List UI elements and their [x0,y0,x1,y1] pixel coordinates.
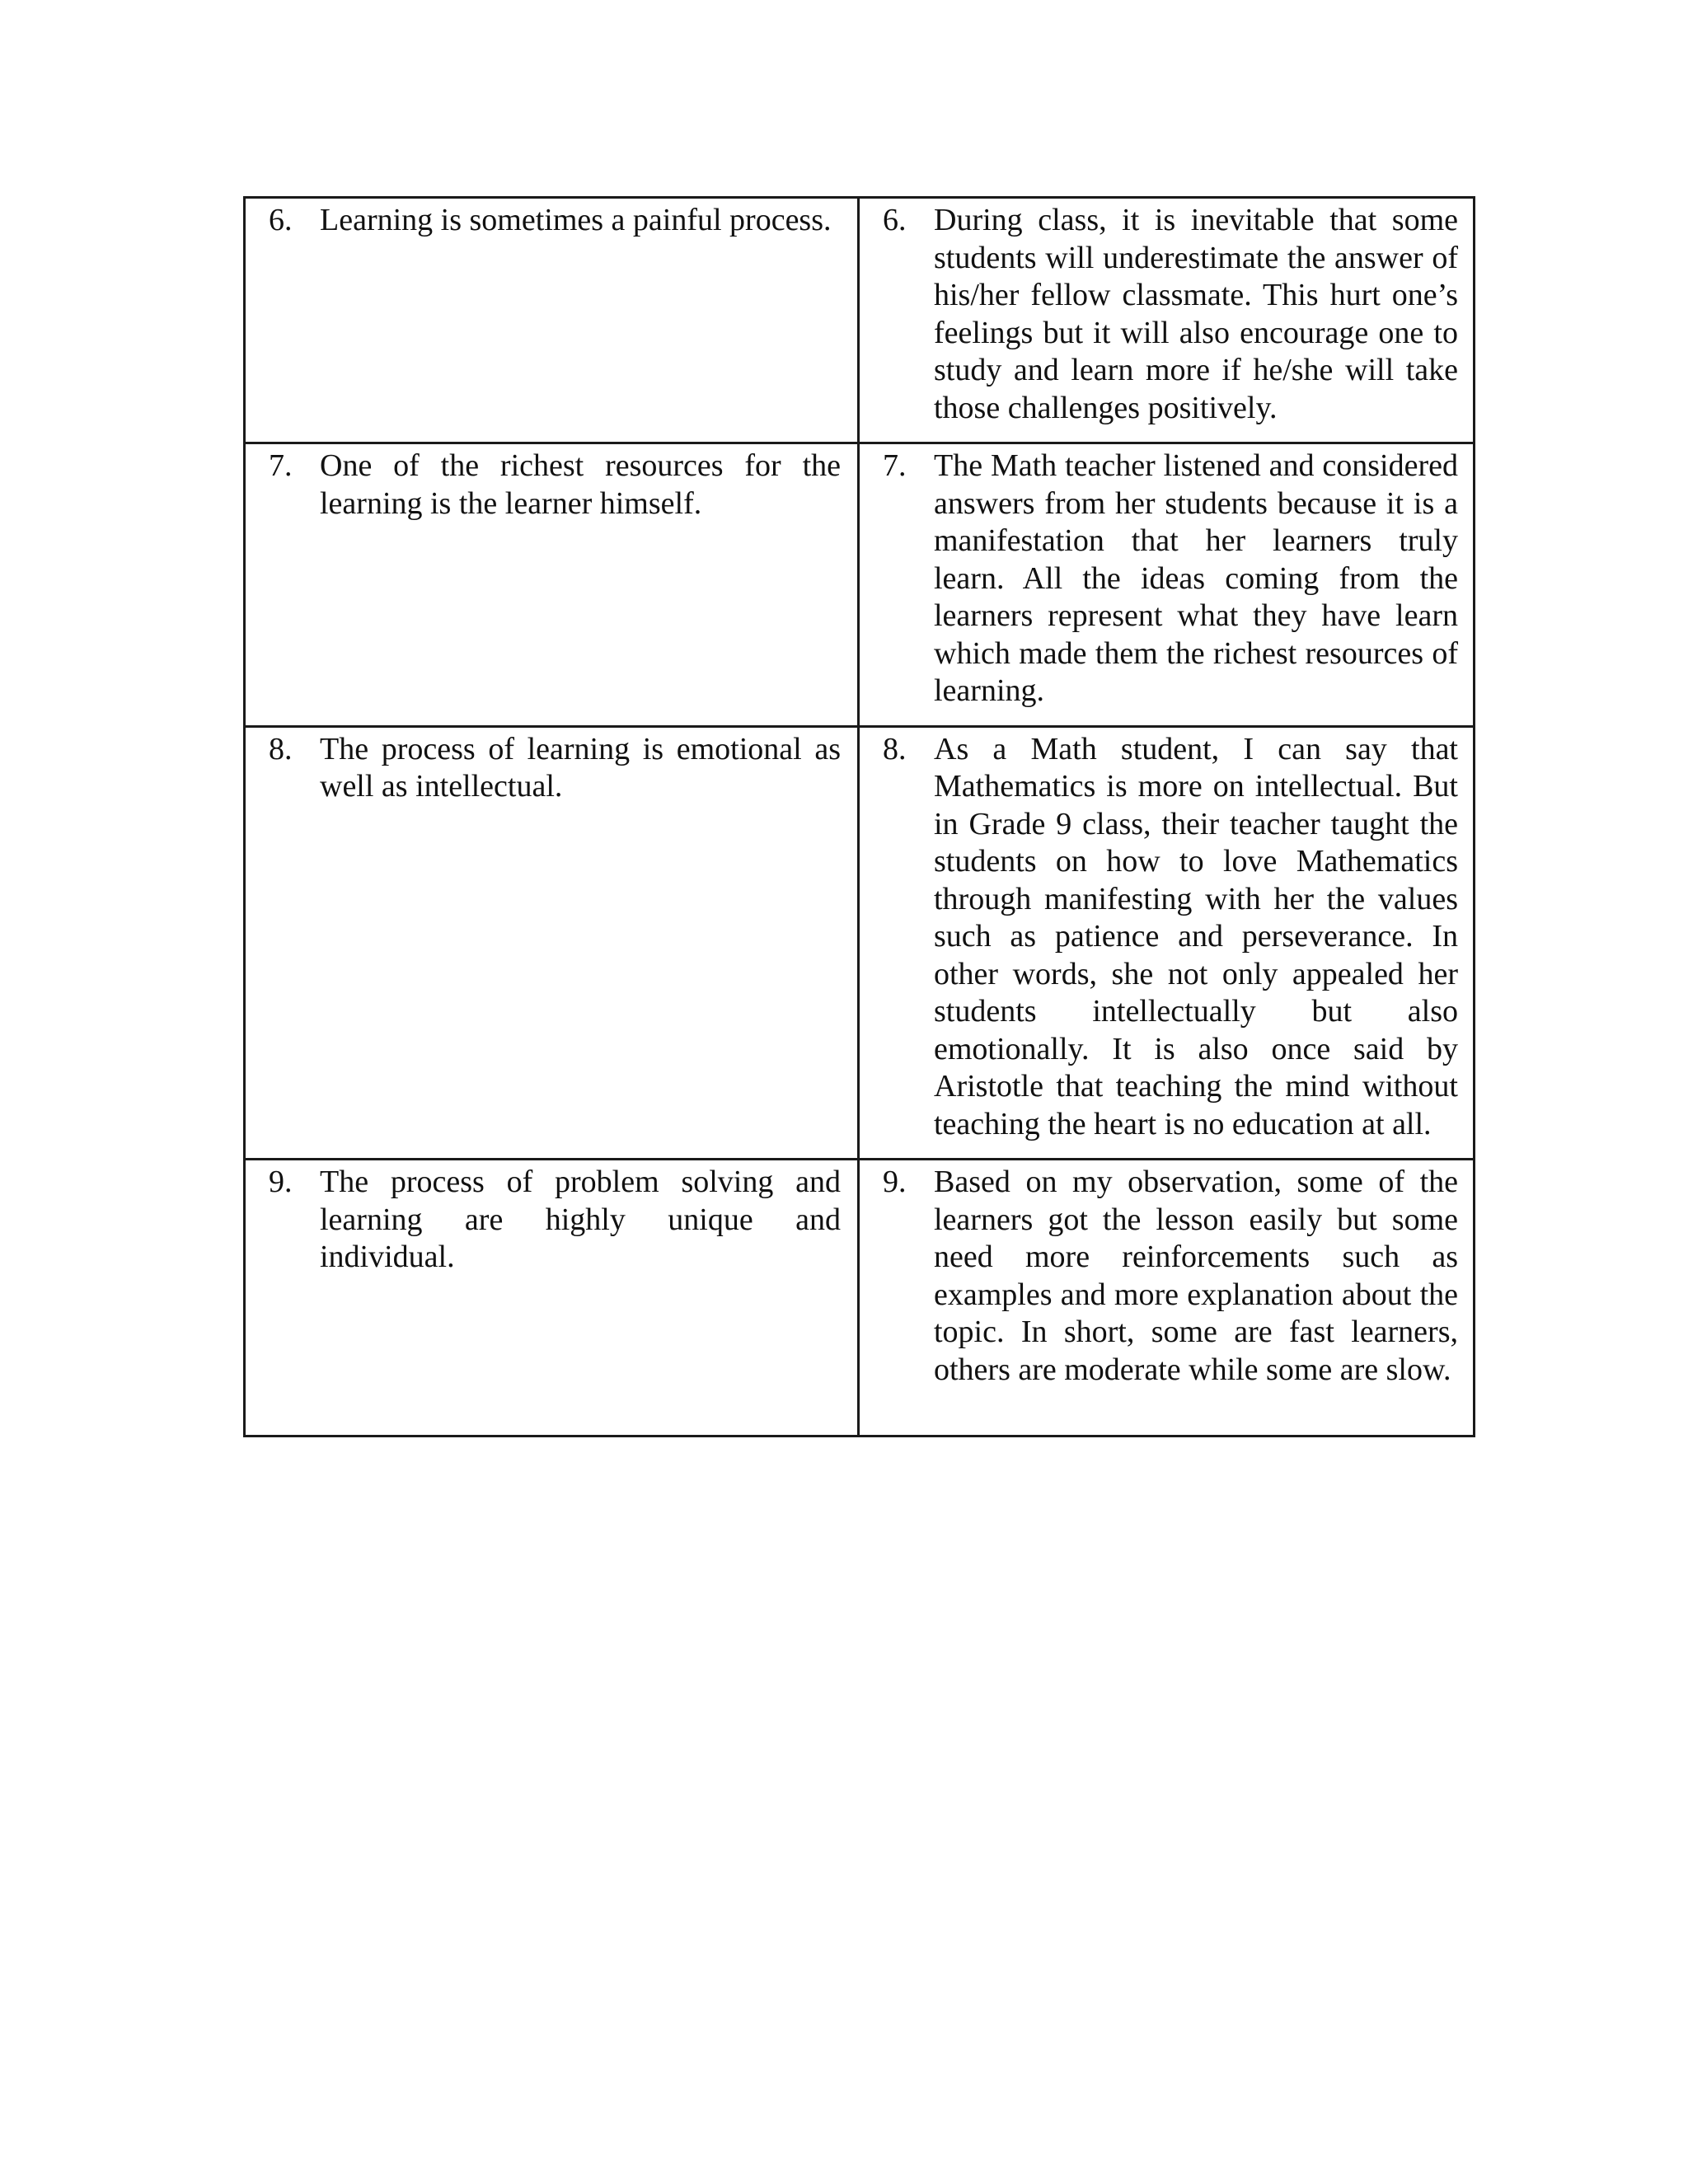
principle-text: One of the richest resources for the learning is the learner himself. [320,448,841,521]
principle-text: The process of learning is emotional as well as intellectual. [320,731,841,804]
principle-cell [245,198,859,443]
principle-cell [245,1160,859,1436]
example-text: As a Math student, I can say that Mathematics is more on intellectual. But in Grade 9 class, their teacher taught the students on how to love Mathematics through manifesting with her the values such as patience and perseverance. In other words, she not only appealed her students intellectually but also emotionally. It is also once said by Aristotle that teaching the mind without teaching the heart is no education at all. [934,731,1458,1141]
table-row [245,1160,1475,1436]
example-cell [859,443,1475,727]
example-text: The Math teacher listened and considered answers from her students because it is a manifestation that her learners truly learn. All the ideas coming from the learners represent what they have learn which made them the richest resources of learning. [934,448,1458,708]
principle-number: 6. [269,203,293,237]
principle-cell [245,726,859,1160]
table-row [245,726,1475,1160]
example-cell [859,198,1475,443]
example-number: 9. [883,1165,907,1199]
principle-number: 9. [269,1165,293,1199]
principle-text: Learning is sometimes a painful process. [320,203,832,237]
principle-text: The process of problem solving and learning are highly unique and individual. [320,1165,841,1274]
example-cell [859,726,1475,1160]
principle-number: 7. [269,448,293,483]
principle-number: 8. [269,731,293,766]
example-number: 6. [883,203,907,237]
example-text: During class, it is inevitable that some students will underestimate the answer of his/her fellow classmate. This hurt one’s feelings but it will also encourage one to study and learn more if he/she will take those challenges positively. [934,203,1458,425]
principle-cell [245,443,859,727]
table-row [245,198,1475,443]
table-row [245,443,1475,727]
example-text: Based on my observation, some of the learners got the lesson easily but some need more reinforcements such as examples and more explanation about the topic. In short, some are fast learners, others are moderate while some are slow. [934,1165,1458,1387]
example-cell [859,1160,1475,1436]
principles-table [243,196,1475,1437]
example-number: 8. [883,731,907,766]
example-number: 7. [883,448,907,483]
